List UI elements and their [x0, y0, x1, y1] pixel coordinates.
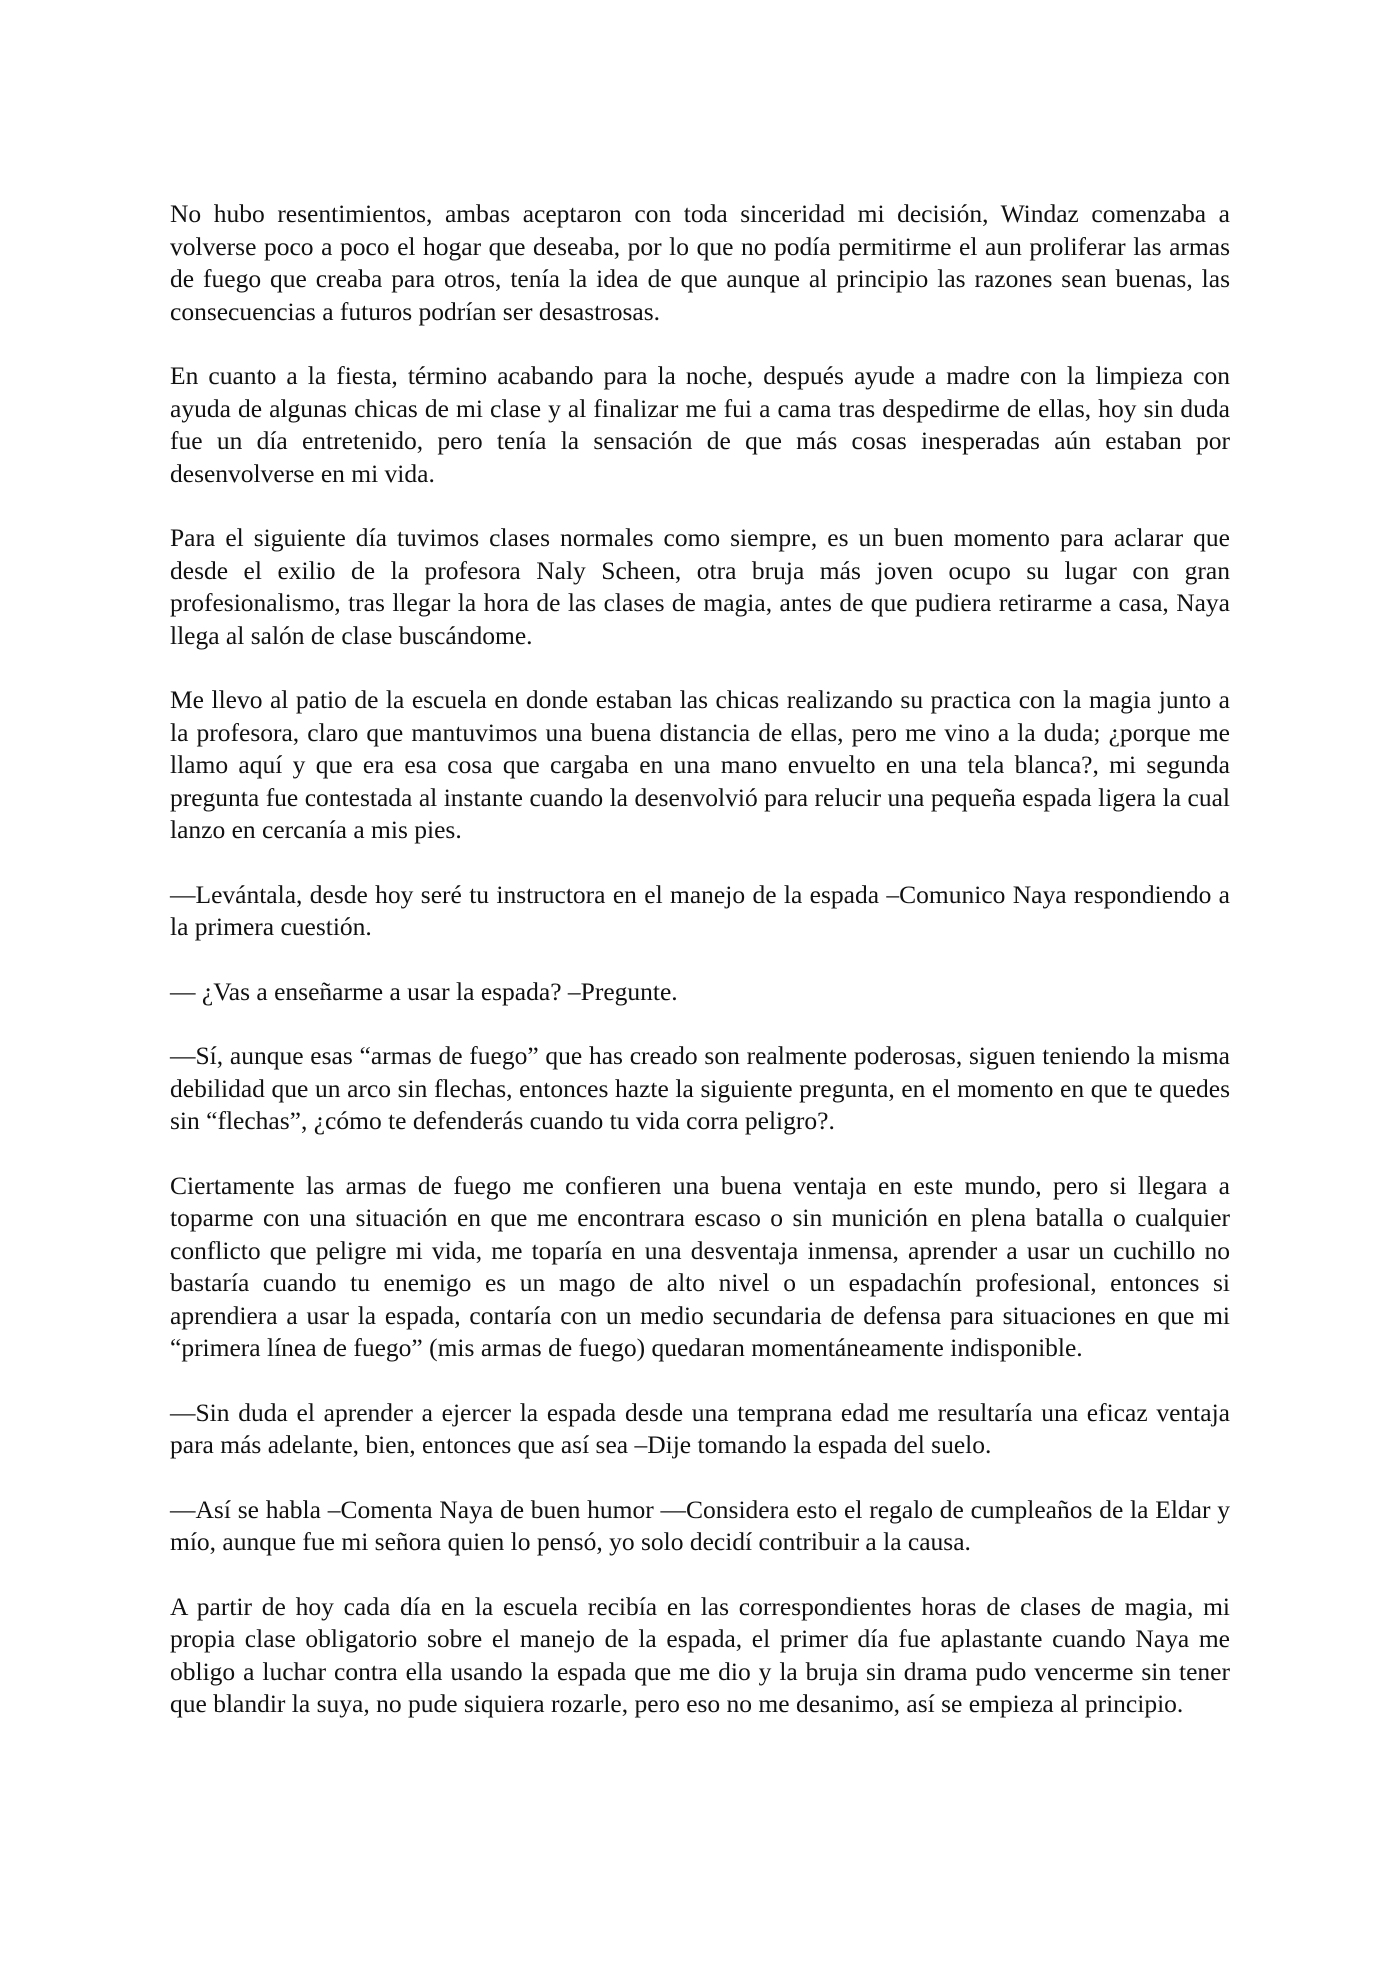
dialogue-paragraph: —Levántala, desde hoy seré tu instructora en el manejo de la espada –Comunico Naya respondiendo a la primera cuestión.	[170, 879, 1230, 941]
paragraph: No hubo resentimientos, ambas aceptaron con toda sinceridad mi decisión, Windaz comenzaba a volverse poco a poco el hogar que deseaba, por lo que no podía permitirme el aun proliferar las armas de fuego que creaba para otros, tenía la idea de que aunque al principio las razones sean buenas, las consecuencias a futuros podrían ser desastrosas.	[170, 199, 1230, 326]
paragraph: Me llevo al patio de la escuela en donde estaban las chicas realizando su practica con la magia junto a la profesora, claro que mantuvimos una buena distancia de ellas, pero me vino a la duda; ¿porque me llamo aquí y que era esa cosa que cargaba en una mano envuelto en una tela blanca?, mi segunda pregunta fue contestada al instante cuando la desenvolvió para relucir una pequeña espada ligera la cual lanzo en cercanía a mis pies.	[170, 685, 1230, 844]
dialogue-paragraph: — ¿Vas a enseñarme a usar la espada? –Pregunte.	[170, 976, 678, 1006]
paragraph: Ciertamente las armas de fuego me confieren una buena ventaja en este mundo, pero si llegara a toparme con una situación en que me encontrara escaso o sin munición en plena batalla o cualquier conflicto que peligre mi vida, me toparía en una desventaja inmensa, aprender a usar un cuchillo no bastaría cuando tu enemigo es un mago de alto nivel o un espadachín profesional, entonces si aprendiera a usar la espada, contaría con un medio secundaria de defensa para situaciones en que mi “primera línea de fuego” (mis armas de fuego) quedaran momentáneamente indisponible.	[170, 1170, 1230, 1362]
dialogue-paragraph: —Sí, aunque esas “armas de fuego” que has creado son realmente poderosas, siguen teniendo la misma debilidad que un arco sin flechas, entonces hazte la siguiente pregunta, en el momento en que te quedes sin “flechas”, ¿cómo te defenderás cuando tu vida corra peligro?.	[170, 1041, 1230, 1135]
paragraph: Para el siguiente día tuvimos clases normales como siempre, es un buen momento para aclarar que desde el exilio de la profesora Naly Scheen, otra bruja más joven ocupo su lugar con gran profesionalismo, tras llegar la hora de las clases de magia, antes de que pudiera retirarme a casa, Naya llega al salón de clase buscándome.	[170, 523, 1230, 650]
dialogue-paragraph: —Sin duda el aprender a ejercer la espada desde una temprana edad me resultaría una eficaz ventaja para más adelante, bien, entonces que así sea –Dije tomando la espada del suelo.	[170, 1397, 1230, 1459]
paragraph: En cuanto a la fiesta, término acabando para la noche, después ayude a madre con la limpieza con ayuda de algunas chicas de mi clase y al finalizar me fui a cama tras despedirme de ellas, hoy sin duda fue un día entretenido, pero tenía la sensación de que más cosas inesperadas aún estaban por desenvolverse en mi vida.	[170, 361, 1230, 488]
paragraph: A partir de hoy cada día en la escuela recibía en las correspondientes horas de clases de magia, mi propia clase obligatorio sobre el manejo de la espada, el primer día fue aplastante cuando Naya me obligo a luchar contra ella usando la espada que me dio y la bruja sin drama pudo vencerme sin tener que blandir la suya, no pude siquiera rozarle, pero eso no me desanimo, así se empieza al principio.	[170, 1591, 1230, 1718]
dialogue-paragraph: —Así se habla –Comenta Naya de buen humor —Considera esto el regalo de cumpleaños de la Eldar y mío, aunque fue mi señora quien lo pensó, yo solo decidí contribuir a la causa.	[170, 1494, 1230, 1556]
document-body	[170, 198, 1230, 1753]
